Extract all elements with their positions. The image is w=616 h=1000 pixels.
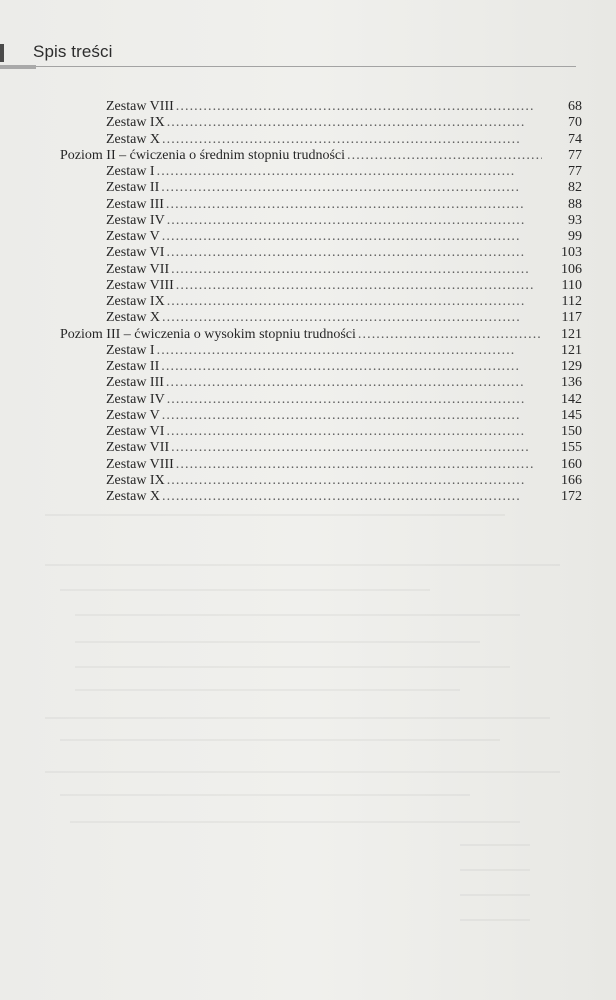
toc-row — [60, 457, 582, 473]
toc-page-number: 166 — [561, 472, 582, 488]
toc-entry-label: Zestaw VII — [106, 440, 170, 456]
toc-page-number: 77 — [568, 147, 582, 163]
toc-page-number: 88 — [568, 196, 582, 212]
toc-page-number: 172 — [561, 489, 582, 504]
toc-row — [60, 343, 582, 359]
toc-row — [60, 440, 582, 456]
toc-page-number: 106 — [561, 261, 582, 277]
toc-row — [60, 424, 582, 440]
toc-entry-label: Zestaw IV — [106, 212, 165, 228]
toc-leader-dots — [176, 99, 542, 115]
toc-entry-label: Zestaw III — [106, 375, 164, 391]
toc-section-label: Poziom III – ćwiczenia o wysokim stopniu trudności — [60, 326, 356, 342]
toc-page-number: 70 — [568, 115, 582, 131]
toc-entry-label: Zestaw VIII — [106, 99, 174, 114]
toc-entry-label: Zestaw III — [106, 196, 164, 212]
toc-leader-dots — [161, 180, 542, 196]
toc-row — [60, 359, 582, 375]
toc-leader-dots — [157, 164, 542, 180]
toc-leader-dots — [162, 310, 542, 326]
toc-page-number: 74 — [568, 131, 582, 147]
toc-leader-dots — [167, 473, 542, 489]
toc-page-number: 93 — [568, 212, 582, 228]
toc-entry-label: Zestaw X — [106, 489, 161, 504]
toc-page-number: 142 — [561, 391, 582, 407]
toc-page-number: 160 — [561, 456, 582, 472]
toc-page-number: 112 — [561, 294, 582, 309]
toc-leader-dots — [166, 245, 542, 261]
toc-entry-label: Zestaw VIII — [106, 456, 174, 472]
toc-leader-dots — [167, 115, 542, 131]
toc-row — [60, 278, 582, 294]
toc-entry-label: Zestaw VI — [106, 424, 165, 439]
toc-entry-label: Zestaw VIII — [106, 277, 174, 293]
toc-leader-dots — [162, 229, 542, 245]
toc-page-number: 129 — [561, 359, 582, 374]
toc-page-number: 77 — [568, 164, 582, 179]
toc-leader-dots — [166, 375, 542, 391]
toc-leader-dots — [358, 327, 542, 343]
toc-section-row — [60, 327, 582, 343]
toc-entry-label: Zestaw V — [106, 229, 160, 244]
toc-leader-dots — [162, 132, 542, 148]
toc-leader-dots — [176, 457, 542, 473]
page-edge-mark — [0, 44, 4, 62]
toc-row — [60, 99, 582, 115]
toc-entry-label: Zestaw V — [106, 407, 160, 423]
toc-page-number: 99 — [568, 229, 582, 244]
toc-page-number: 117 — [561, 310, 582, 326]
toc-row — [60, 375, 582, 391]
toc-leader-dots — [161, 359, 542, 375]
toc-row — [60, 115, 582, 131]
toc-entry-label: Zestaw VII — [106, 261, 170, 277]
toc-entry-label: Zestaw II — [106, 180, 160, 196]
toc-row — [60, 229, 582, 245]
toc-page-number: 155 — [561, 440, 582, 456]
toc-leader-dots — [166, 197, 542, 213]
toc-page-number: 145 — [561, 407, 582, 423]
toc-page-number: 82 — [568, 180, 582, 196]
toc-entry-label: Zestaw II — [106, 359, 160, 374]
toc-row — [60, 245, 582, 261]
toc-section-row — [60, 148, 582, 164]
toc-leader-dots — [157, 343, 542, 359]
toc-page-number: 121 — [561, 326, 582, 342]
toc-entry-label: Zestaw X — [106, 310, 161, 326]
table-of-contents — [60, 99, 582, 505]
header-rule-accent — [0, 65, 36, 69]
toc-entry-label: Zestaw IX — [106, 115, 165, 131]
toc-row — [60, 392, 582, 408]
toc-entry-label: Zestaw IX — [106, 294, 165, 309]
toc-row — [60, 294, 582, 310]
toc-leader-dots — [171, 262, 542, 278]
toc-section-label: Poziom II – ćwiczenia o średnim stopniu trudności — [60, 147, 345, 163]
toc-row — [60, 180, 582, 196]
toc-row — [60, 408, 582, 424]
toc-row — [60, 197, 582, 213]
toc-row — [60, 132, 582, 148]
toc-entry-label: Zestaw IV — [106, 391, 165, 407]
toc-entry-label: Zestaw X — [106, 131, 161, 147]
toc-row — [60, 310, 582, 326]
toc-leader-dots — [166, 424, 542, 440]
toc-row — [60, 213, 582, 229]
toc-leader-dots — [171, 440, 542, 456]
toc-entry-label: Zestaw VI — [106, 245, 165, 261]
toc-entry-label: Zestaw I — [106, 164, 155, 179]
toc-row — [60, 473, 582, 489]
toc-entry-label: Zestaw IX — [106, 472, 165, 488]
toc-entry-label: Zestaw I — [106, 342, 155, 358]
toc-leader-dots — [167, 392, 542, 408]
toc-page-number: 103 — [561, 245, 582, 261]
toc-page-number: 136 — [561, 375, 582, 391]
page-header-title: Spis treści — [33, 42, 113, 61]
toc-leader-dots — [167, 213, 542, 229]
toc-leader-dots — [347, 148, 542, 164]
toc-page-number: 110 — [561, 277, 582, 293]
toc-row — [60, 489, 582, 505]
toc-leader-dots — [162, 489, 542, 505]
toc-leader-dots — [176, 278, 542, 294]
toc-row — [60, 262, 582, 278]
toc-page-number: 150 — [561, 424, 582, 439]
toc-page-number: 68 — [568, 99, 582, 114]
toc-leader-dots — [167, 294, 542, 310]
toc-row — [60, 164, 582, 180]
header-rule — [0, 66, 576, 67]
toc-page-number: 121 — [561, 342, 582, 358]
toc-leader-dots — [162, 408, 542, 424]
